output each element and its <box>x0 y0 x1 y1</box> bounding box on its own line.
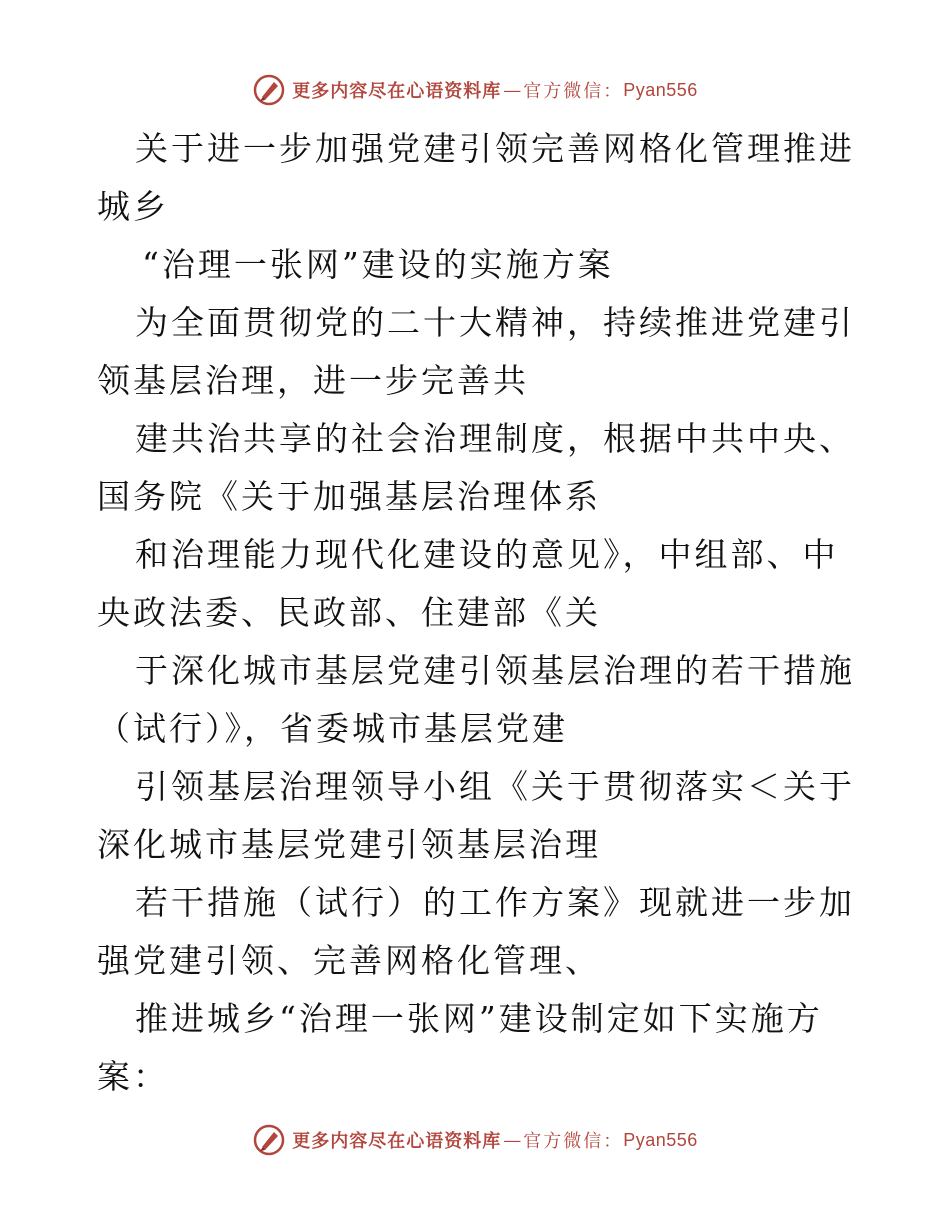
pen-nib-logo-icon <box>252 73 286 107</box>
watermark-wechat-label: 官方微信： <box>523 1131 624 1152</box>
document-paragraph: 引领基层治理领导小组《关于贯彻落实＜关于深化城市基层党建引领基层治理 <box>97 767 855 864</box>
watermark-site-text: 更多内容尽在心语资料库 <box>292 81 502 102</box>
watermark-banner-bottom <box>0 1120 950 1160</box>
watermark-separator: — <box>503 1129 522 1151</box>
document-paragraph: 若干措施（试行）的工作方案》现就进一步加强党建引领、完善网格化管理、 <box>97 883 855 980</box>
document-paragraph: 于深化城市基层党建引领基层治理的若干措施（试行）》，省委城市基层党建 <box>97 651 855 748</box>
document-paragraph: 推进城乡“治理一张网”建设制定如下实施方案： <box>97 999 823 1096</box>
document-paragraph: 建共治共享的社会治理制度，根据中共中央、国务院《关于加强基层治理体系 <box>97 419 855 516</box>
document-paragraph: 为全面贯彻党的二十大精神，持续推进党建引领基层治理，进一步完善共 <box>97 303 855 400</box>
pen-nib-logo-icon <box>252 1123 286 1157</box>
watermark-wechat-label: 官方微信： <box>523 81 624 102</box>
watermark-wechat-id: Pyan556 <box>623 1129 698 1150</box>
document-body <box>97 120 857 1106</box>
document-title-line-1: 关于进一步加强党建引领完善网格化管理推进城乡 <box>97 129 855 226</box>
watermark-banner-top <box>0 70 950 110</box>
document-paragraph: 和治理能力现代化建设的意见》，中组部、中央政法委、民政部、住建部《关 <box>97 535 839 632</box>
document-title-line-2: “治理一张网”建设的实施方案 <box>142 245 614 284</box>
watermark-site-text: 更多内容尽在心语资料库 <box>292 1131 502 1152</box>
watermark-wechat-id: Pyan556 <box>623 79 698 100</box>
watermark-separator: — <box>503 79 522 101</box>
